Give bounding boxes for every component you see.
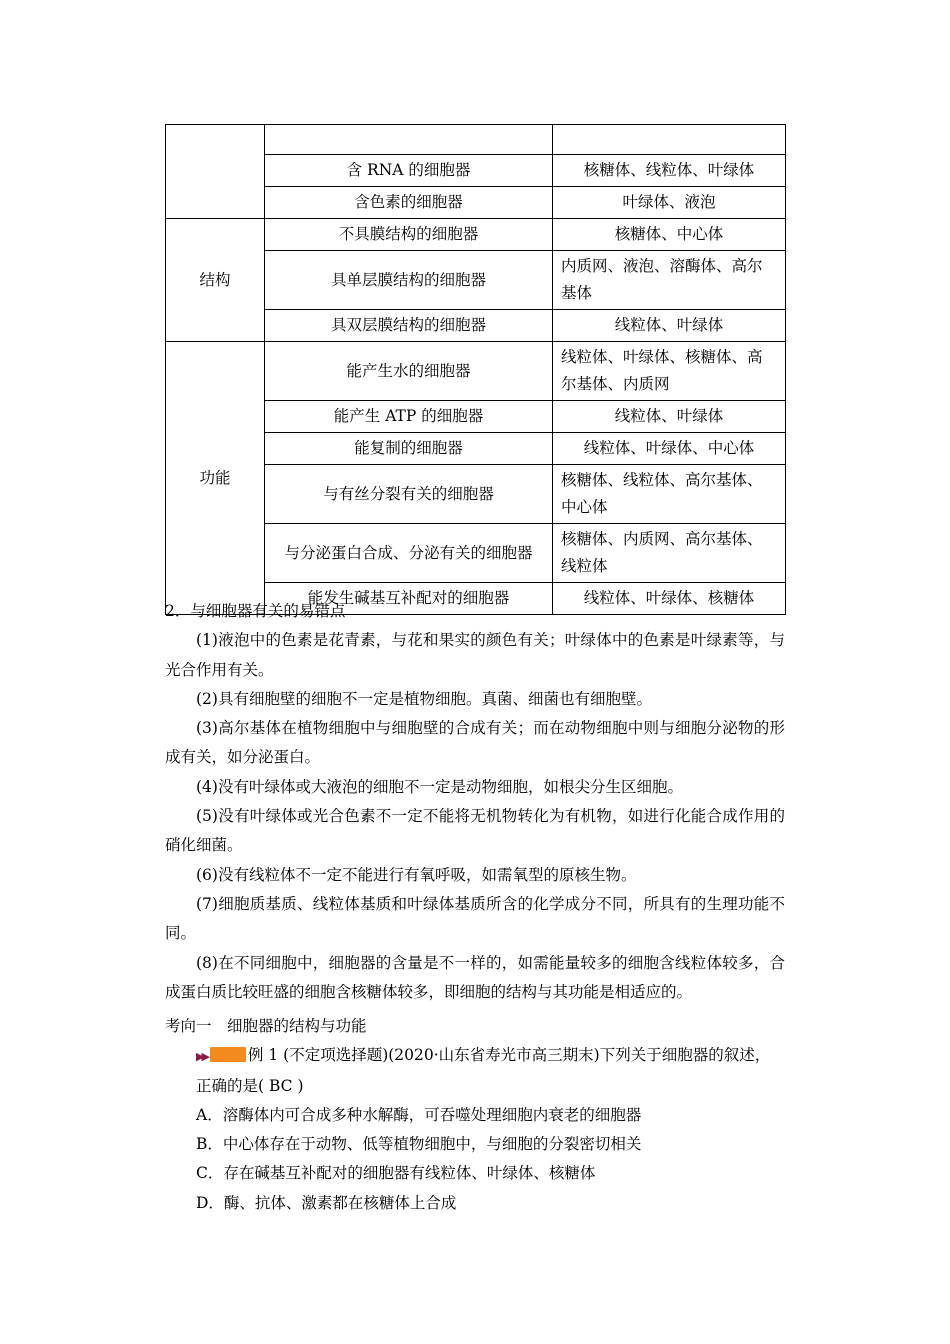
item-cell: 含色素的细胞器: [265, 187, 553, 219]
question-text: (不定项选择题)(2020·山东省寿光市高三期末)下列关于细胞器的叙述，正确的是( BC ): [196, 1046, 771, 1095]
organelle-cell: 线粒体、叶绿体、中心体: [553, 433, 786, 465]
point-paragraph: (5)没有叶绿体或光合色素不一定不能将无机物转化为有机物，如进行化能合成作用的硝化细菌。: [165, 807, 785, 855]
table-row: [166, 342, 786, 401]
organelle-cell: 线粒体、叶绿体、核糖体、高尔基体、内质网: [553, 342, 786, 401]
organelle-cell: 线粒体、叶绿体: [553, 401, 786, 433]
option-c: C．存在碱基互补配对的细胞器有线粒体、叶绿体、核糖体: [196, 1164, 596, 1183]
organelle-cell: 线粒体、叶绿体、核糖体: [553, 583, 786, 615]
example-section: [165, 1012, 785, 1218]
point-paragraph: (8)在不同细胞中，细胞器的含量是不一样的，如需能量较多的细胞含线粒体较多，合成蛋白质比较旺盛的细胞含核糖体较多，即细胞的结构与其功能是相适应的。: [165, 953, 785, 1001]
organelle-table: [165, 124, 786, 615]
organelle-cell: 核糖体、内质网、高尔基体、线粒体: [553, 524, 786, 583]
organelle-cell: [553, 125, 786, 155]
double-arrow-icon: ▶▶: [196, 1041, 246, 1071]
item-cell: 不具膜结构的细胞器: [265, 219, 553, 251]
organelle-cell: 核糖体、线粒体、高尔基体、中心体: [553, 465, 786, 524]
item-cell: 能产生 ATP 的细胞器: [265, 401, 553, 433]
item-cell: 能发生碱基互补配对的细胞器: [265, 583, 553, 615]
organelle-cell: 叶绿体、液泡: [553, 187, 786, 219]
item-cell: 能产生水的细胞器: [265, 342, 553, 401]
point-paragraph: (1)液泡中的色素是花青素，与花和果实的颜色有关；叶绿体中的色素是叶绿素等，与光合作用有关。: [165, 631, 785, 679]
point-paragraph: (4)没有叶绿体或大液泡的细胞不一定是动物细胞，如根尖分生区细胞。: [196, 777, 683, 796]
item-cell: 含 RNA 的细胞器: [265, 155, 553, 187]
example-question: [165, 1041, 785, 1101]
option-a: A．溶酶体内可合成多种水解酶，可吞噬处理细胞内衰老的细胞器: [196, 1105, 642, 1124]
item-cell: 具双层膜结构的细胞器: [265, 310, 553, 342]
point-paragraph: (7)细胞质基质、线粒体基质和叶绿体基质所含的化学成分不同，所具有的生理功能不同。: [165, 894, 785, 943]
category-cell-structure: 结构: [166, 219, 265, 342]
point-paragraph: (3)高尔基体在植物细胞中与细胞壁的合成有关；而在动物细胞中则与细胞分泌物的形成有关，如分泌蛋白。: [165, 719, 785, 767]
item-cell: 与分泌蛋白合成、分泌有关的细胞器: [265, 524, 553, 583]
item-cell: 与有丝分裂有关的细胞器: [265, 465, 553, 524]
topic-title: 考向一 细胞器的结构与功能: [165, 1017, 367, 1035]
point-paragraph: (6)没有线粒体不一定不能进行有氧呼吸，如需氧型的原核生物。: [196, 865, 637, 884]
item-cell: [265, 125, 553, 155]
organelle-cell: 内质网、液泡、溶酶体、高尔基体: [553, 251, 786, 310]
option-b: B．中心体存在于动物、低等植物细胞中，与细胞的分裂密切相关: [196, 1135, 642, 1154]
table-row: [166, 125, 786, 155]
organelle-cell: 核糖体、线粒体、叶绿体: [553, 155, 786, 187]
error-prone-points: [165, 597, 785, 1007]
section-heading: 2．与细胞器有关的易错点: [165, 602, 346, 620]
item-cell: 能复制的细胞器: [265, 433, 553, 465]
organelle-cell: 线粒体、叶绿体: [553, 310, 786, 342]
point-paragraph: (2)具有细胞壁的细胞不一定是植物细胞。真菌、细菌也有细胞壁。: [196, 689, 652, 708]
table-row: [166, 219, 786, 251]
organelle-cell: 核糖体、中心体: [553, 219, 786, 251]
item-cell: 具单层膜结构的细胞器: [265, 251, 553, 310]
category-cell-function: 功能: [166, 342, 265, 615]
example-label: 例 1: [247, 1046, 279, 1065]
category-cell-blank: [166, 125, 265, 219]
option-d: D．酶、抗体、激素都在核糖体上合成: [196, 1193, 457, 1212]
